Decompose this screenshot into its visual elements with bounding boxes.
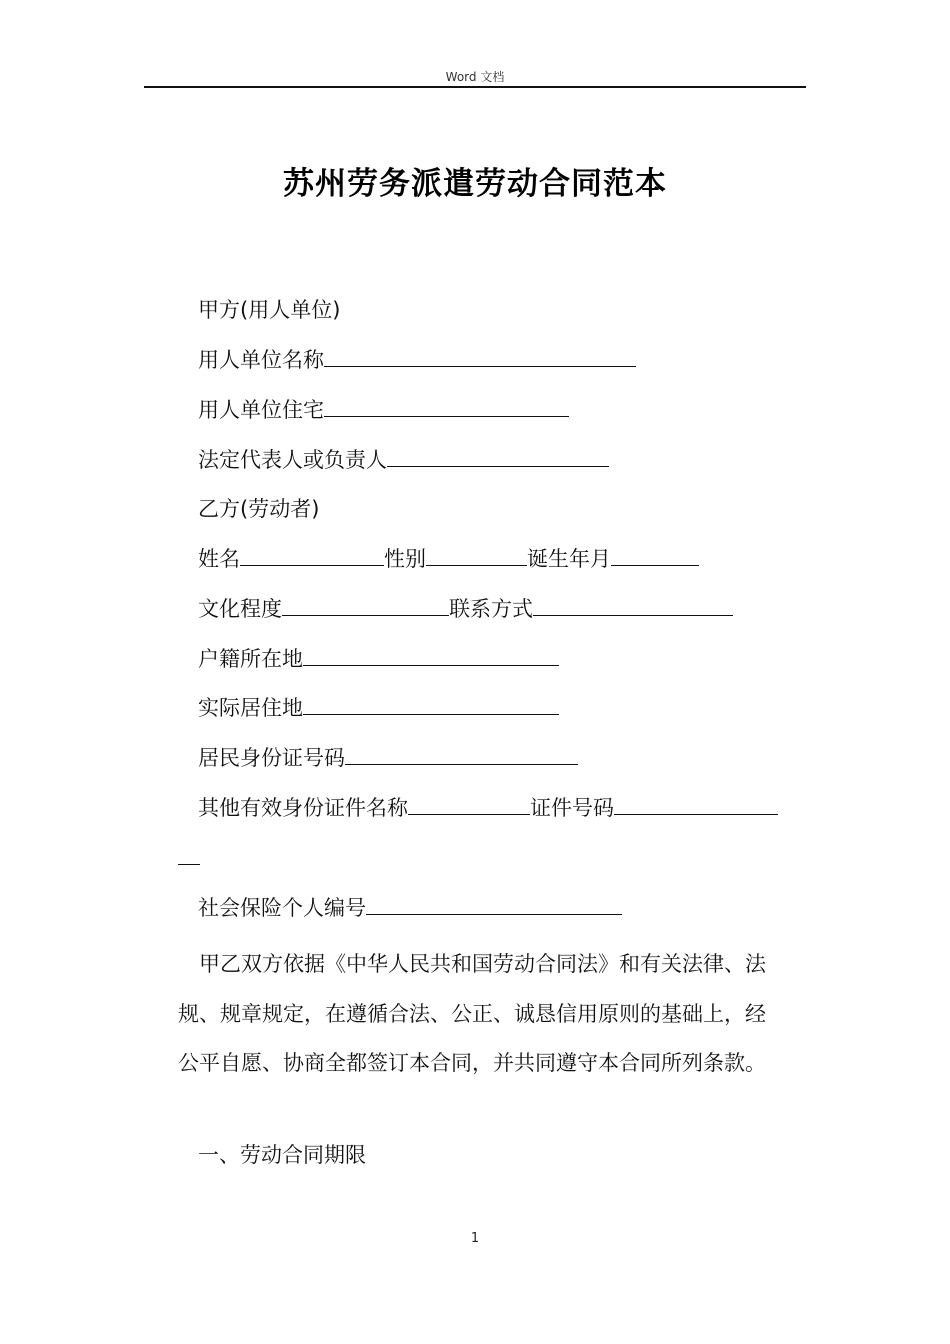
other-id-label: 其他有效身份证件名称 [198, 796, 408, 820]
paragraph-line-1: 甲乙双方依据《中华人民共和国劳动合同法》和有关法律、法 [199, 952, 766, 976]
social-insurance-label: 社会保险个人编号 [198, 896, 366, 920]
education-blank[interactable] [282, 595, 449, 616]
household-row [198, 645, 559, 673]
cert-no-blank-wrap[interactable] [178, 844, 200, 865]
employer-address-row [198, 396, 569, 424]
page-header: Word 文档 [445, 70, 505, 84]
document-title: 苏州劳务派遣劳动合同范本 [283, 166, 667, 202]
gender-blank[interactable] [426, 545, 527, 566]
employer-address-blank[interactable] [324, 396, 569, 417]
household-label: 户籍所在地 [198, 647, 303, 671]
name-gender-birth-row [198, 545, 699, 573]
residence-label: 实际居住地 [198, 696, 303, 720]
social-insurance-row [198, 894, 622, 922]
party-b-heading-text: 乙方(劳动者) [198, 497, 320, 521]
contact-blank[interactable] [533, 595, 733, 616]
preamble-paragraph [178, 940, 808, 1089]
id-label: 居民身份证号码 [198, 746, 345, 770]
cert-no-label: 证件号码 [530, 796, 614, 820]
header-divider [144, 86, 806, 88]
education-label: 文化程度 [198, 597, 282, 621]
id-blank[interactable] [345, 744, 578, 765]
employer-address-label: 用人单位住宅 [198, 398, 324, 422]
name-blank[interactable] [240, 545, 384, 566]
employer-name-blank[interactable] [324, 346, 636, 367]
gender-label: 性别 [384, 547, 426, 571]
party-b-heading [198, 495, 319, 523]
birth-label: 诞生年月 [527, 547, 611, 571]
legal-rep-row [198, 446, 609, 474]
id-number-row [198, 744, 578, 772]
legal-rep-blank[interactable] [387, 446, 609, 467]
employer-name-label: 用人单位名称 [198, 348, 324, 372]
social-insurance-blank[interactable] [366, 894, 622, 915]
residence-blank[interactable] [303, 694, 559, 715]
name-label: 姓名 [198, 547, 240, 571]
residence-row [198, 694, 559, 722]
party-a-heading [198, 296, 340, 324]
cert-no-blank-continuation [178, 844, 200, 872]
paragraph-line-2: 规、规章规定，在遵循合法、公正、诚恳信用原则的基础上，经 [178, 1001, 766, 1026]
birth-blank[interactable] [611, 545, 699, 566]
other-id-blank[interactable] [408, 794, 530, 815]
section-1-heading [198, 1141, 366, 1169]
other-id-row [198, 794, 778, 822]
contact-label: 联系方式 [449, 597, 533, 621]
legal-rep-label: 法定代表人或负责人 [198, 448, 387, 472]
employer-name-row [198, 346, 636, 374]
education-contact-row [198, 595, 733, 623]
cert-no-blank[interactable] [614, 794, 778, 815]
household-blank[interactable] [303, 645, 559, 666]
page-number: 1 [470, 1231, 480, 1246]
paragraph-line-3: 公平自愿、协商全都签订本合同，并共同遵守本合同所列条款。 [178, 1051, 766, 1075]
party-a-heading-text: 甲方(用人单位) [198, 298, 341, 322]
section-1-heading-text: 一、劳动合同期限 [198, 1143, 366, 1167]
